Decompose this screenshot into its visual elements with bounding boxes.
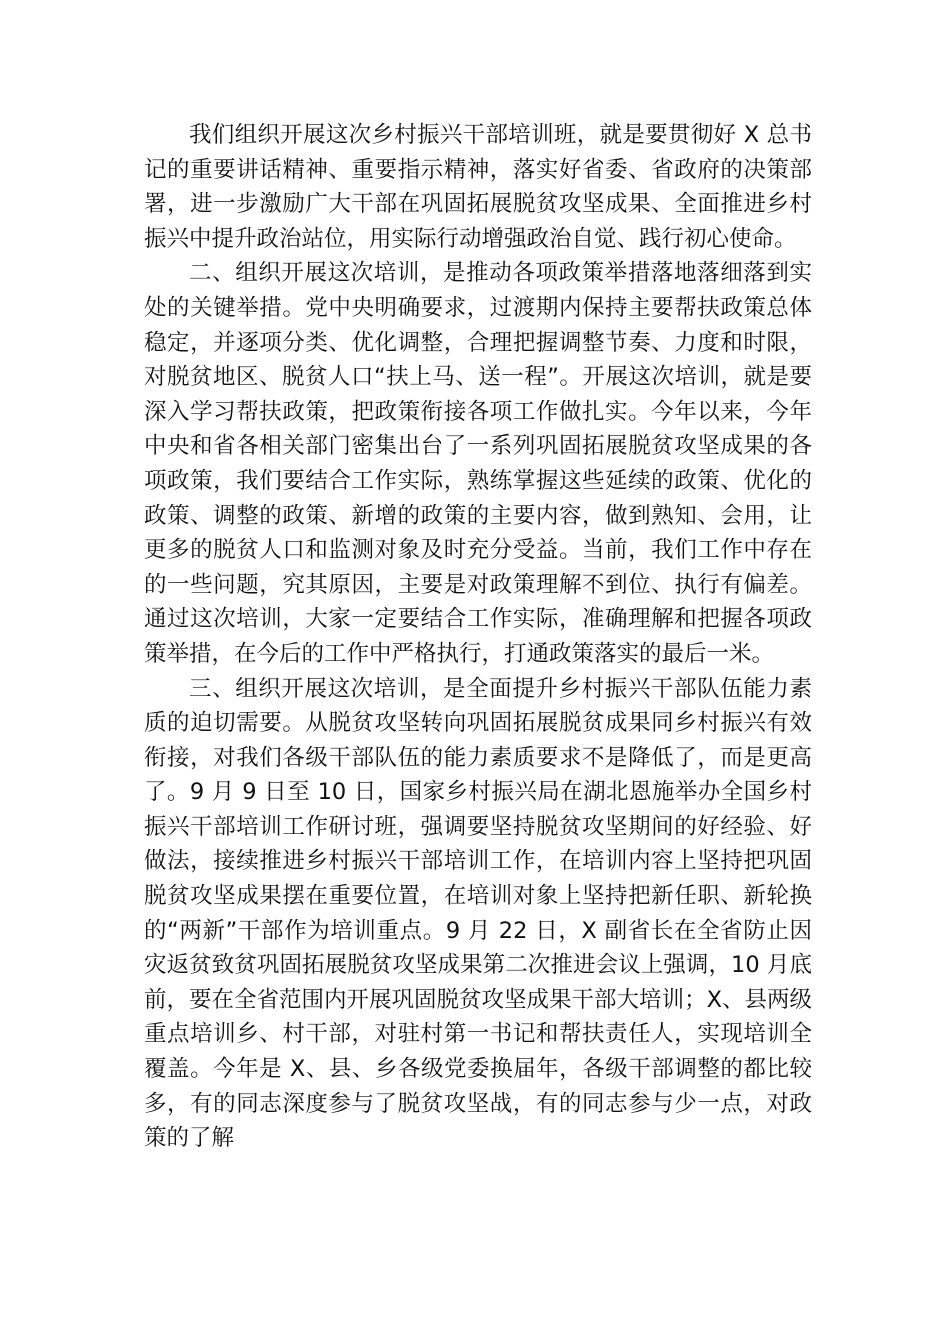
paragraph-purpose: 我们组织开展这次乡村振兴干部培训班，就是要贯彻好 X 总书记的重要讲话精神、重要指示精神，落实好省委、省政府的决策部署，进一步激励广大干部在巩固拓展脱贫攻坚成果、全面推进乡村振兴中提升政治站位，用实际行动增强政治自觉、践行初心使命。: [144, 122, 812, 252]
paragraph-section-three: 三、组织开展这次培训，是全面提升乡村振兴干部队伍能力素质的迫切需要。从脱贫攻坚转向巩固拓展脱贫成果同乡村振兴有效衔接，对我们各级干部队伍的能力素质要求不是降低了，而是更高了。9 月 9 日至 10 日，国家乡村振兴局在湖北恩施举办全国乡村振兴干部培训工作研讨班，强调要坚持脱贫攻坚期间的好经验、好做法，接续推进乡村振兴干部培训工作，在培训内容上坚持把巩固脱贫攻坚成果摆在重要位置，在培训对象上坚持把新任职、新轮换的“两新”干部作为培训重点。9 月 22 日，X 副省长在全省防止因灾返贫致贫巩固拓展脱贫攻坚成果第二次推进会议上强调，10 月底前，要在全省范围内开展巩固脱贫攻坚成果干部大培训；X、县两级重点培训乡、村干部，对驻村第一书记和帮扶责任人，实现培训全覆盖。今年是 X、县、乡各级党委换届年，各级干部调整的都比较多，有的同志深度参与了脱贫攻坚战，有的同志参与少一点，对政策的了解: [144, 675, 812, 1152]
document-page: [144, 118, 812, 1156]
paragraph-section-two: 二、组织开展这次培训，是推动各项政策举措落地落细落到实处的关键举措。党中央明确要求，过渡期内保持主要帮扶政策总体稳定，并逐项分类、优化调整，合理把握调整节奏、力度和时限，对脱贫地区、脱贫人口“扶上马、送一程”。开展这次培训，就是要深入学习帮扶政策，把政策衔接各项工作做扎实。今年以来，今年中央和省各相关部门密集出台了一系列巩固拓展脱贫攻坚成果的各项政策，我们要结合工作实际，熟练掌握这些延续的政策、优化的政策、调整的政策、新增的政策的主要内容，做到熟知、会用，让更多的脱贫人口和监测对象及时充分受益。当前，我们工作中存在的一些问题，究其原因，主要是对政策理解不到位、执行有偏差。通过这次培训，大家一定要结合工作实际，准确理解和把握各项政策举措，在今后的工作中严格执行，打通政策落实的最后一米。: [144, 260, 812, 667]
